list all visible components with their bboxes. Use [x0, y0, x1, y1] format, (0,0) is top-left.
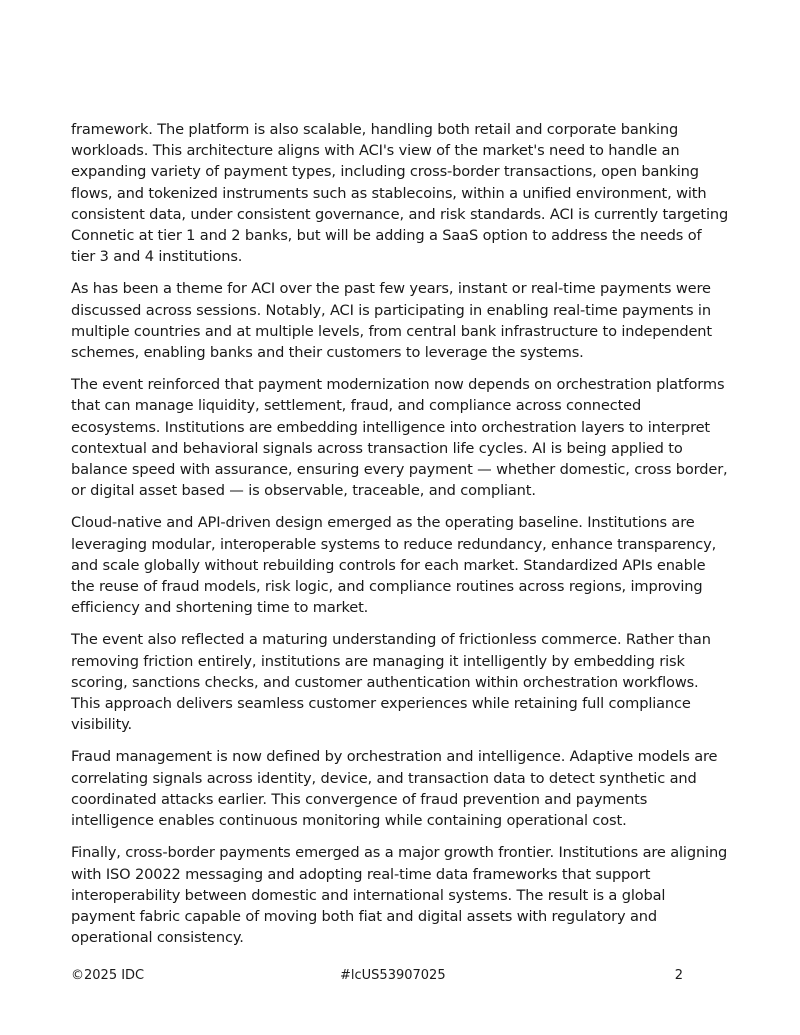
page-footer [71, 968, 729, 986]
paragraph: As has been a theme for ACI over the past few years, instant or real-time payments were discussed across sessions. Notably, ACI is participating in enabling real-time payments in multiple countries and at multiple levels, from central bank infrastructure to independent schemes, enabling banks and their customers to leverage the systems. [71, 280, 712, 362]
paragraph: The event reinforced that payment modernization now depends on orchestration platforms that can manage liquidity, settlement, fraud, and compliance across connected ecosystems. Institutions are embedding intelligence into orchestration layers to interpret contextual and behavioral signals across transaction life cycles. AI is being applied to balance speed with assurance, ensuring every payment — whether domestic, cross border, or digital asset based — is observable, traceable, and compliant. [71, 376, 728, 500]
paragraph: Cloud-native and API-driven design emerged as the operating baseline. Institutions are leveraging modular, interoperable systems to reduce redundancy, enhance transparency, and scale globally without rebuilding controls for each market. Standardized APIs enable the reuse of fraud models, risk logic, and compliance routines across regions, improving efficiency and shortening time to market. [71, 514, 717, 617]
footer-document-id: #lcUS53907025 [340, 968, 446, 983]
body-text [71, 119, 729, 959]
footer-page-number: 2 [674, 968, 683, 983]
paragraph: Finally, cross-border payments emerged as a major growth frontier. Institutions are aligning with ISO 20022 messaging and adopting real-time data frameworks that support interoperability between domestic and international systems. The result is a global payment fabric capable of moving both fiat and digital assets with regulatory and operational consistency. [71, 844, 728, 947]
footer-copyright: ©2025 IDC [71, 968, 145, 983]
paragraph: Fraud management is now defined by orchestration and intelligence. Adaptive models are correlating signals across identity, device, and transaction data to detect synthetic and coordinated attacks earlier. This convergence of fraud prevention and payments intelligence enables continuous monitoring while containing operational cost. [71, 748, 718, 830]
paragraph: The event also reflected a maturing understanding of frictionless commerce. Rather than removing friction entirely, institutions are managing it intelligently by embedding risk scoring, sanctions checks, and customer authentication within orchestration workflows. This approach delivers seamless customer experiences while retaining full compliance visibility. [71, 631, 711, 734]
paragraph: framework. The platform is also scalable, handling both retail and corporate banking workloads. This architecture aligns with ACI's view of the market's need to handle an expanding variety of payment types, including cross-border transactions, open banking flows, and tokenized instruments such as stablecoins, within a unified environment, with consistent data, under consistent governance, and risk standards. ACI is currently targeting Connetic at tier 1 and 2 banks, but will be adding a SaaS option to address the needs of tier 3 and 4 institutions. [71, 121, 729, 266]
